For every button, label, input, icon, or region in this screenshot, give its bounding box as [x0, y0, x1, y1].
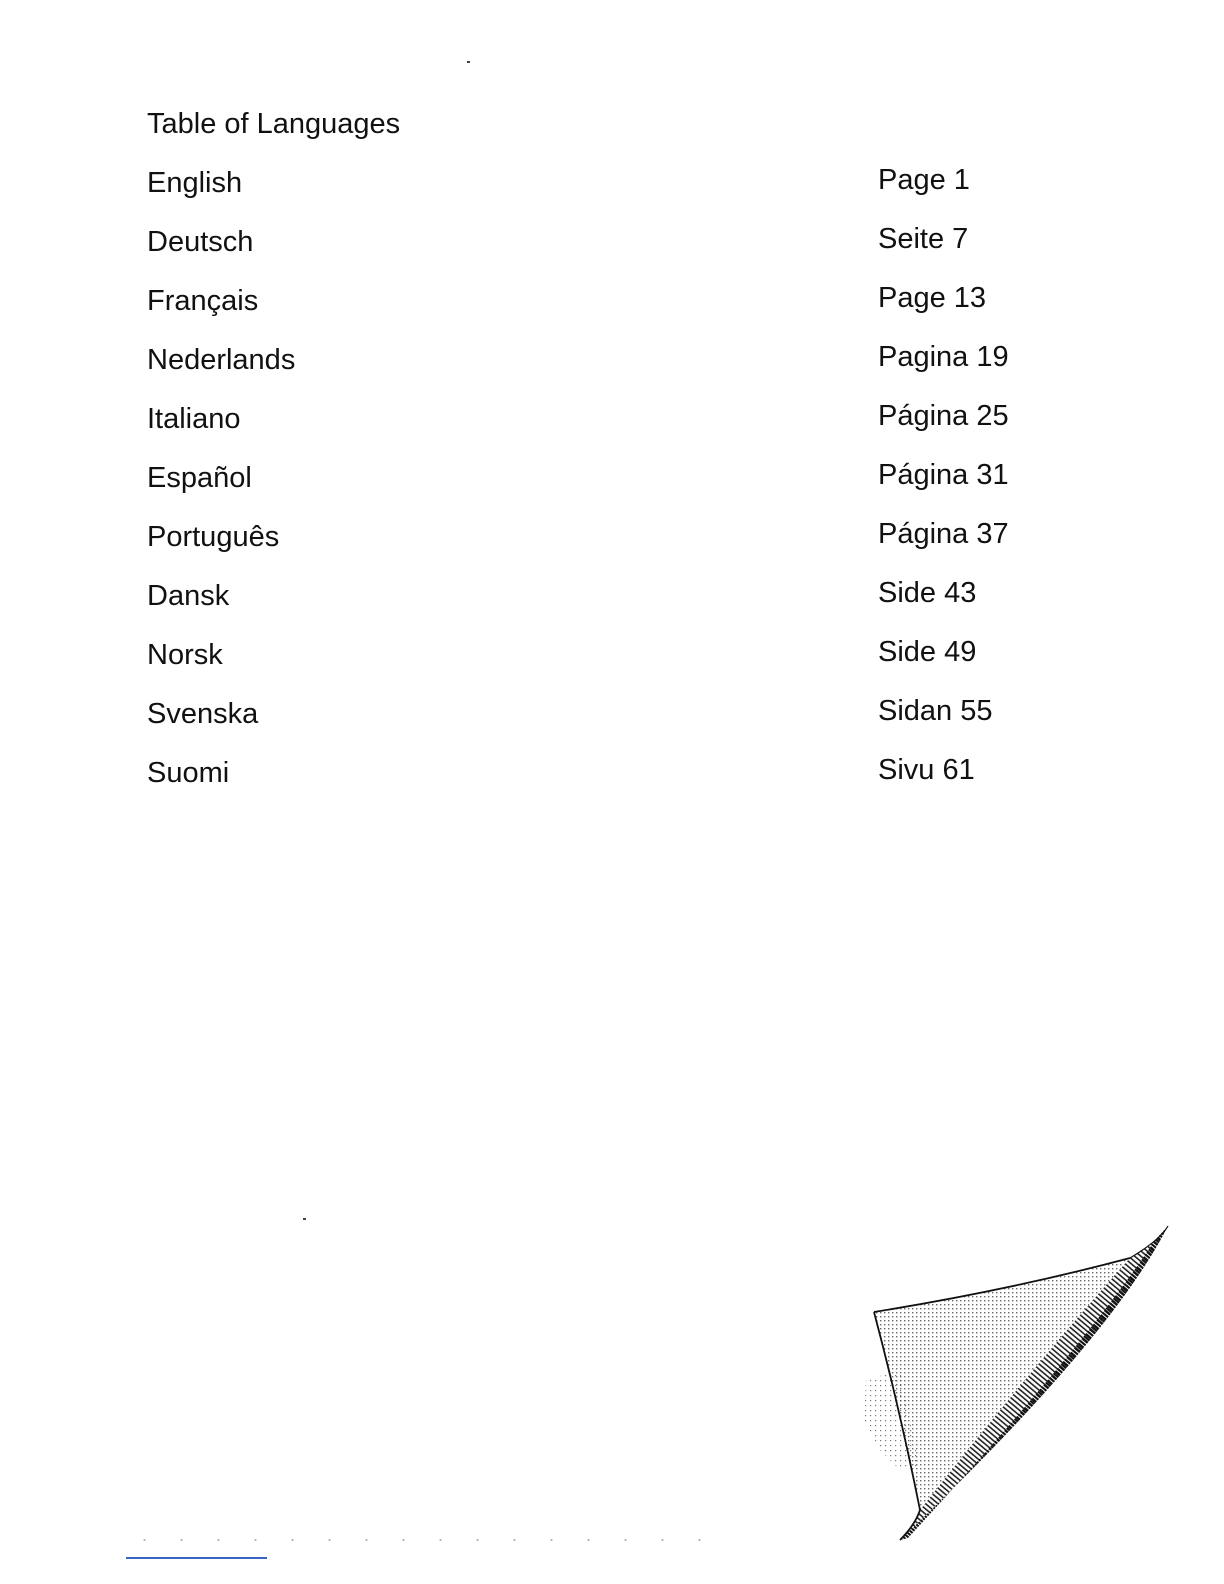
language-page-number: Sidan 55	[878, 695, 993, 727]
list-item[interactable]	[147, 637, 1047, 696]
language-name: Português	[147, 521, 280, 553]
page-curl-icon[interactable]	[860, 1220, 1180, 1550]
list-item[interactable]	[147, 755, 1047, 814]
list-item[interactable]	[147, 165, 1047, 224]
language-name: Italiano	[147, 403, 241, 435]
language-name: Nederlands	[147, 344, 296, 376]
page-title: Table of Languages	[147, 108, 401, 140]
language-page-number: Página 31	[878, 459, 1009, 491]
language-page-number: Página 37	[878, 518, 1009, 550]
scan-speck-row	[126, 1538, 726, 1542]
list-item[interactable]	[147, 342, 1047, 401]
language-page-number: Página 25	[878, 400, 1009, 432]
language-name: Dansk	[147, 580, 230, 612]
language-page-number: Page 1	[878, 164, 970, 196]
language-name: Deutsch	[147, 226, 254, 258]
language-name: English	[147, 167, 243, 199]
language-name: Español	[147, 462, 252, 494]
language-page-number: Side 49	[878, 636, 977, 668]
language-page-number: Sivu 61	[878, 754, 975, 786]
scan-speck	[303, 1218, 306, 1220]
language-name: Norsk	[147, 639, 223, 671]
language-name: Svenska	[147, 698, 259, 730]
language-page-number: Pagina 19	[878, 341, 1009, 373]
language-name: Suomi	[147, 757, 230, 789]
language-page-number: Page 13	[878, 282, 987, 314]
language-list	[147, 165, 1047, 814]
list-item[interactable]	[147, 696, 1047, 755]
language-page-number: Seite 7	[878, 223, 969, 255]
language-name: Français	[147, 285, 259, 317]
list-item[interactable]	[147, 578, 1047, 637]
scan-speck	[467, 61, 470, 63]
list-item[interactable]	[147, 224, 1047, 283]
list-item[interactable]	[147, 460, 1047, 519]
list-item[interactable]	[147, 519, 1047, 578]
list-item[interactable]	[147, 401, 1047, 460]
list-item[interactable]	[147, 283, 1047, 342]
language-page-number: Side 43	[878, 577, 977, 609]
footer-rule	[126, 1557, 267, 1559]
